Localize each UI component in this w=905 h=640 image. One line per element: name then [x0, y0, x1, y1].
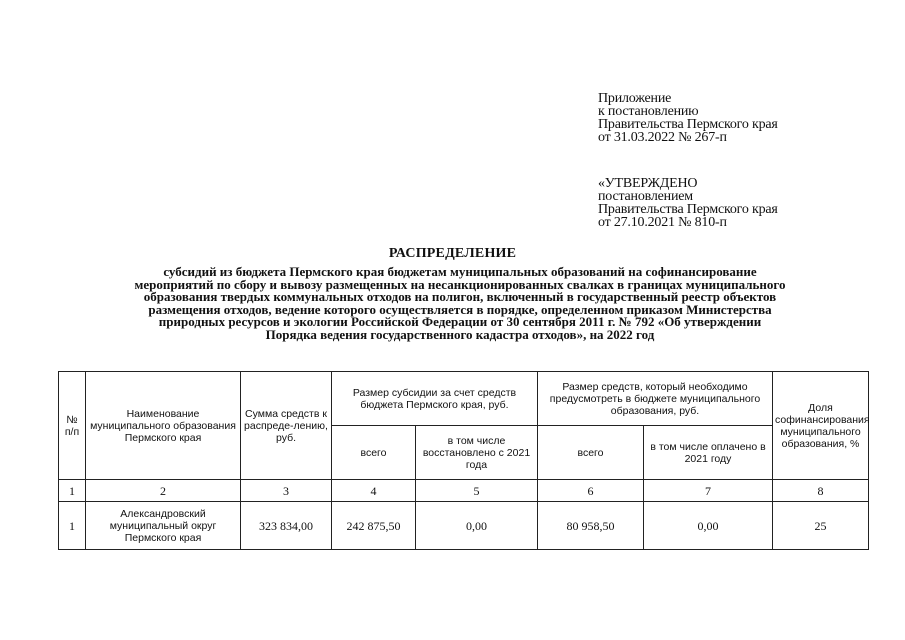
column-number-row — [59, 480, 869, 502]
header-subsidy-group: Размер субсидии за счет средств бюджета Пермского края, руб. — [332, 372, 538, 426]
cell-num: 1 — [59, 502, 86, 550]
appendix-line: от 31.03.2022 № 267-п — [598, 130, 727, 145]
table-row — [59, 502, 869, 550]
header-num: № п/п — [59, 372, 86, 480]
approved-line: постановлением — [598, 189, 693, 204]
header-name: Наименование муниципального образования Пермского края — [86, 372, 241, 480]
header-municipal-group: Размер средств, который необходимо предусмотреть в бюджете муниципального образования, руб. — [538, 372, 773, 426]
appendix-block — [598, 92, 778, 144]
header-municipal-total: всего — [538, 426, 644, 480]
cell-municipal-paid: 0,00 — [644, 502, 773, 550]
cell-sum: 323 834,00 — [241, 502, 332, 550]
header-municipal-paid: в том числе оплачено в 2021 году — [644, 426, 773, 480]
header-sum: Сумма средств к распреде-лению, руб. — [241, 372, 332, 480]
appendix-line: к постановлению — [598, 104, 699, 119]
subtitle-line: природных ресурсов и экологии Российской Федерации от 30 сентября 2011 г. № 792 «Об утверждении — [158, 314, 762, 329]
column-number: 2 — [86, 480, 241, 502]
column-number: 4 — [332, 480, 416, 502]
subtitle-line: образования твердых коммунальных отходов на полигон, включенный в государственный реестр объектов — [143, 289, 777, 304]
column-number: 7 — [644, 480, 773, 502]
column-number: 5 — [416, 480, 538, 502]
column-number: 8 — [773, 480, 869, 502]
cell-subsidy-total: 242 875,50 — [332, 502, 416, 550]
approved-line: Правительства Пермского края — [598, 202, 778, 217]
cell-name: Александровский муниципальный округ Пермского края — [86, 502, 241, 550]
approved-line: «УТВЕРЖДЕНО — [598, 176, 698, 191]
subtitle-line: Порядка ведения государственного кадастра отходов», на 2022 год — [265, 326, 655, 342]
header-subsidy-total: всего — [332, 426, 416, 480]
document-title: РАСПРЕДЕЛЕНИЕ — [388, 246, 517, 261]
header-subsidy-restored: в том числе восстановлено с 2021 года — [416, 426, 538, 480]
subtitle-line: субсидий из бюджета Пермского края бюджетам муниципальных образований на софинансирование — [163, 264, 757, 279]
column-number: 3 — [241, 480, 332, 502]
appendix-line: Приложение — [598, 91, 672, 106]
cell-share: 25 — [773, 502, 869, 550]
cell-municipal-total: 80 958,50 — [538, 502, 644, 550]
subtitle-line: мероприятий по сбору и вывозу размещенных на несанкционированных свалках в границах муниципального — [134, 276, 786, 292]
document-subtitle — [60, 266, 860, 341]
cell-subsidy-restored: 0,00 — [416, 502, 538, 550]
distribution-table — [58, 371, 869, 550]
header-row-top — [59, 372, 869, 426]
column-number: 6 — [538, 480, 644, 502]
approved-line: от 27.10.2021 № 810-п — [598, 215, 727, 230]
approved-block — [598, 177, 778, 229]
subtitle-line: размещения отходов, ведение которого осуществляется в порядке, определенном приказом Министерства — [148, 301, 772, 317]
column-number: 1 — [59, 480, 86, 502]
header-share: Доля софинансирования муниципального образования, % — [773, 372, 869, 480]
appendix-line: Правительства Пермского края — [598, 117, 778, 132]
